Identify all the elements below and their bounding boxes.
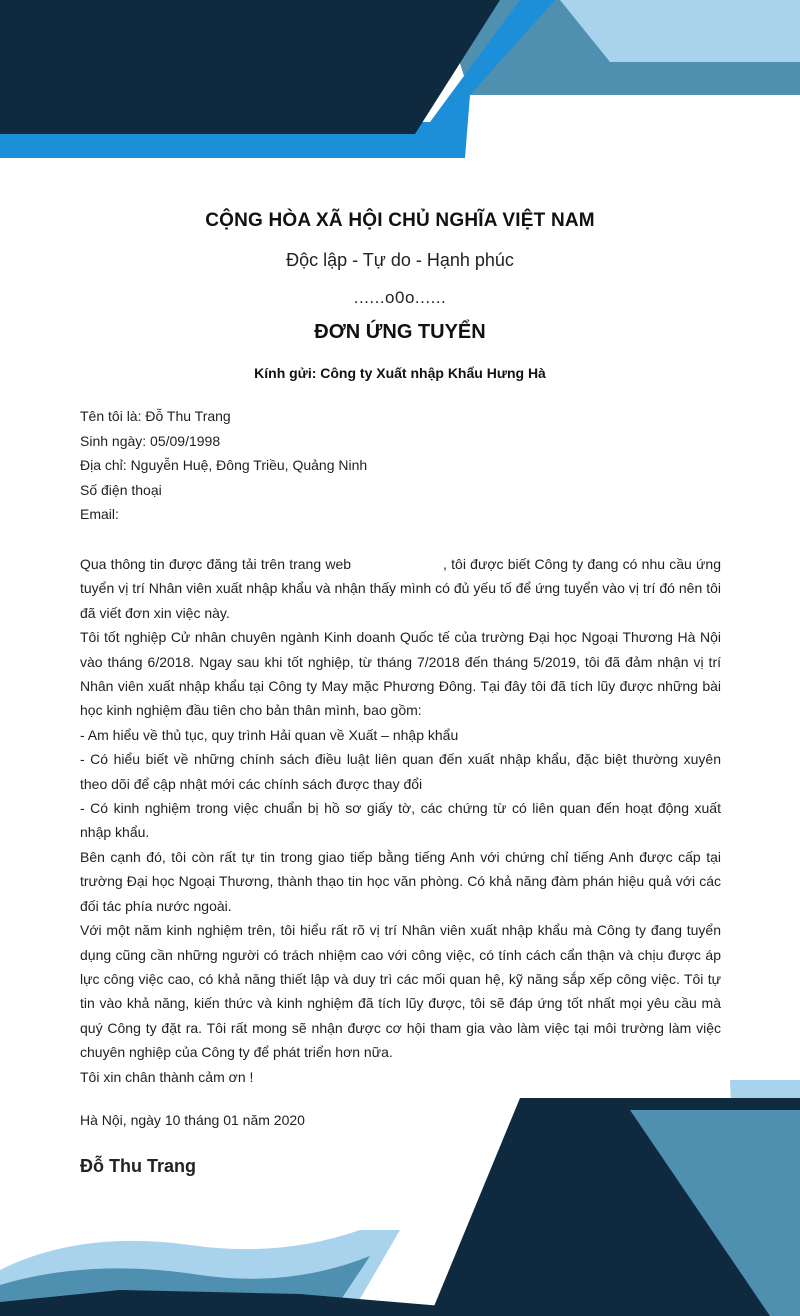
intro-text-before: Qua thông tin được đăng tải trên trang web	[80, 556, 352, 572]
top-decorative-banner	[0, 0, 800, 170]
date-line: Hà Nội, ngày 10 tháng 01 năm 2020	[80, 1112, 305, 1128]
addressee-line: Kính gửi: Công ty Xuất nhập Khẩu Hưng Hà	[254, 365, 546, 381]
address-line: Địa chỉ: Nguyễn Huệ, Đông Triều, Quảng Ninh	[80, 457, 368, 473]
motivation-paragraph: Với một năm kinh nghiệm trên, tôi hiểu rất rõ vị trí Nhân viên xuất nhập khẩu mà Công ty đang tuyển dụng cũng cần những người có trách nhiệm cao với công việc, có tính cách cẩn thận và chịu được áp lực công việc cao, có khả năng thiết lập và duy trì các mối quan hệ, kỹ năng sắp xếp công việc. Tôi tự tin vào khả năng, kiến thức và kinh nghiệm đã tích lũy được, tôi sẽ đáp ứng tốt nhất mọi yêu cầu mà quý Công ty đặt ra. Tôi rất mong sẽ nhận được cơ hội tham gia vào làm việc tại môi trường làm việc chuyên nghiệp của Công ty để phát triển hơn nữa.	[80, 922, 721, 1061]
dob-line: Sinh ngày: 05/09/1998	[80, 432, 221, 449]
applicant-info	[80, 404, 367, 527]
motto-line: Độc lập - Tự do - Hạnh phúc	[286, 250, 514, 270]
bottom-decorative-footer	[0, 1080, 800, 1316]
thanks-line: Tôi xin chân thành cảm ơn !	[80, 1068, 254, 1085]
education-paragraph: Tôi tốt nghiệp Cử nhân chuyên ngành Kinh doanh Quốc tế của trường Đại học Ngoại Thương Hà Nội vào tháng 6/2018. Ngay sau khi tốt nghiệp, từ tháng 7/2018 đến tháng 5/2019, tôi đã đảm nhận vị trí Nhân viên xuất nhập khẩu tại Công ty May mặc Phương Đông. Tại đây tôi đã tích lũy được những bài học kinh nghiệm đầu tiên cho bản thân mình, bao gồm:	[80, 629, 721, 719]
skills-paragraph: Bên cạnh đó, tôi còn rất tự tin trong giao tiếp bằng tiếng Anh với chứng chỉ tiếng Anh được cấp tại trường Đại học Ngoại Thương, thành thạo tin học văn phòng. Có khả năng đàm phán hiệu quả với các đối tác phía nước ngoài.	[80, 848, 721, 914]
ornament-divider: ......o0o......	[353, 288, 447, 307]
top-navy-shape	[0, 0, 500, 134]
intro-text-after: , tôi được biết Công ty đang có nhu cầu ứng tuyển vị trí Nhân viên xuất nhập khẩu và nhận thấy mình có đủ yếu tố để ứng tuyển vào vị trí đó nên tôi đã viết đơn xin việc này.	[80, 556, 722, 621]
intro-paragraph	[80, 552, 721, 625]
letter-body	[80, 552, 721, 1089]
name-line: Tên tôi là: Đỗ Thu Trang	[80, 408, 231, 424]
signature-name: Đỗ Thu Trang	[80, 1156, 196, 1176]
phone-line: Số điện thoại	[80, 481, 162, 498]
experience-bullet-3: - Có kinh nghiệm trong việc chuẩn bị hồ sơ giấy tờ, các chứng từ có liên quan đến hoạt động xuất nhập khẩu.	[80, 800, 721, 841]
nation-heading: CỘNG HÒA XÃ HỘI CHỦ NGHĨA VIỆT NAM	[205, 210, 595, 231]
experience-bullet-1: - Am hiểu về thủ tục, quy trình Hải quan về Xuất – nhập khẩu	[80, 726, 459, 743]
experience-bullet-2: - Có hiểu biết về những chính sách điều luật liên quan đến xuất nhập khẩu, đặc biệt thường xuyên theo dõi để cập nhật mới các chính sách được thay đổi	[80, 751, 721, 792]
document-title: ĐƠN ỨNG TUYỂN	[314, 321, 486, 343]
email-line: Email:	[80, 506, 119, 522]
